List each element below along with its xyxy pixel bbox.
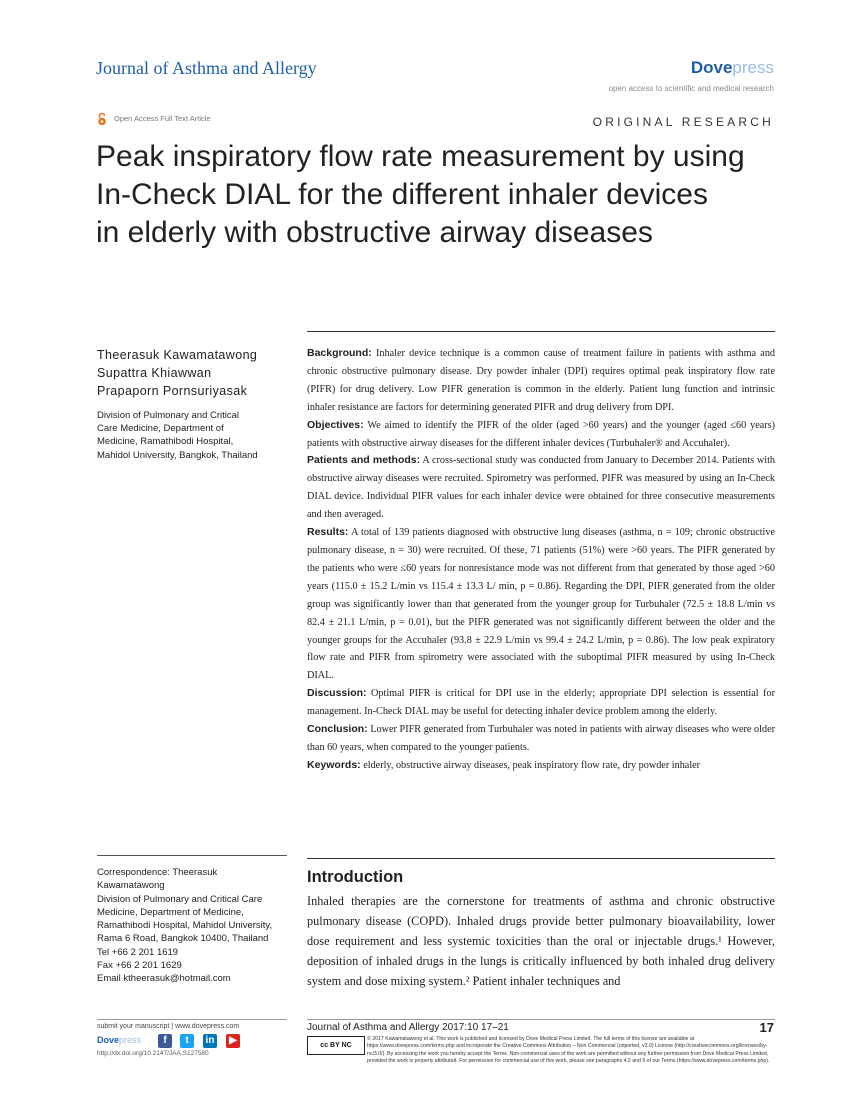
brand-press: press [119, 1035, 142, 1045]
section-label: Objectives: [307, 418, 364, 431]
abstract-bottom-rule [307, 858, 775, 859]
correspondence-line: Fax +66 2 201 1629 [97, 960, 182, 972]
title-line: in elderly with obstructive airway diseases [96, 216, 653, 249]
affiliation-line: Care Medicine, Department of [97, 423, 224, 435]
introduction-text: Inhaled therapies are the cornerstone for treatments of asthma and chronic obstructive pulmonary disease (COPD). Inhaled drugs provide better pulmonary bioavailability, lower dose requirement and less systemic toxicities than the oral or injectable drugs.¹ However, deposition of inhaled drugs in the lungs is critically influenced by both inhaled drug delivery system and dose mixing system.² Patient inhaler techniques and [307, 894, 775, 988]
abstract-methods [307, 452, 775, 524]
section-label: Background: [307, 347, 372, 359]
creative-commons-badge[interactable]: cc BY NC [307, 1036, 365, 1055]
correspondence-line: Rama 6 Road, Bangkok 10400, Thailand [97, 933, 269, 945]
submit-manuscript-link[interactable]: submit your manuscript | www.dovepress.com [97, 1023, 240, 1030]
section-text: Lower PIFR generated from Turbuhaler was noted in patients with airway diseases who were older than 60 years, when compared to the younger patients. [307, 724, 775, 753]
twitter-icon[interactable]: t [180, 1034, 194, 1048]
abstract-conclusion [307, 721, 775, 757]
page-number: 17 [759, 1020, 774, 1035]
article-category: ORIGINAL RESEARCH [592, 115, 774, 129]
open-access-label: Open Access Full Text Article [114, 114, 211, 123]
footer-rule-right [307, 1019, 775, 1020]
title-line: In-Check DIAL for the different inhaler devices [96, 178, 708, 211]
section-label: Results: [307, 526, 349, 539]
section-label: Conclusion: [307, 723, 368, 736]
section-label: Discussion: [307, 687, 367, 700]
correspondence-line: Kawamatawong [97, 880, 165, 892]
dovepress-logo[interactable] [691, 58, 774, 78]
correspondence-line: Ramathibodi Hospital, Mahidol University, [97, 920, 273, 932]
section-label: Patients and methods: [307, 454, 421, 467]
affiliation-line: Division of Pulmonary and Critical [97, 410, 240, 421]
brand-press: press [732, 58, 774, 77]
affiliation-line: Medicine, Ramathibodi Hospital, [97, 436, 234, 448]
correspondence-line: Correspondence: Theerasuk [97, 867, 218, 878]
tagline: open access to scientific and medical research [608, 84, 774, 93]
doi-link[interactable]: http://dx.doi.org/10.2147/JAA.S127580 [97, 1050, 209, 1057]
section-text: We aimed to identify the PIFR of the older (aged >60 years) and the younger (aged ≤60 years) patients with obstructive airway diseases for the different inhaler devices (Turbuhaler® and Accuhaler). [307, 419, 775, 449]
correspondence-rule [97, 855, 287, 856]
correspondence-email[interactable]: Email ktheerasuk@hotmail.com [97, 973, 231, 985]
abstract-objectives [307, 417, 775, 453]
correspondence-line: Tel +66 2 201 1619 [97, 946, 179, 958]
article-title [96, 138, 796, 252]
license-text: © 2017 Kawamatawong et al. This work is published and licensed by Dove Medical Press Limited. The full terms of this license are available at https://www.dovepress.com/terms.php and incorporate the Creative Commons Attribution – Non Commercial (unported, v3.0) License (http://creativecommons.org/licenses/by-nc/3.0/). By accessing the work you hereby accept the Terms. Non-commercial uses of the work are permitted without any further permission from Dove Medical Press Limited, provided the work is properly attributed. For permission for commercial use of this work, please see paragraphs 4.2 and 5 of our Terms (https://www.dovepress.com/terms.php). [367, 1036, 770, 1064]
abstract [307, 345, 775, 775]
author-list [97, 346, 257, 400]
correspondence [97, 866, 292, 986]
open-access-lock-icon [96, 112, 108, 126]
affiliation-line: Mahidol University, Bangkok, Thailand [97, 449, 258, 461]
correspondence-line: Division of Pulmonary and Critical Care [97, 893, 263, 905]
abstract-discussion [307, 685, 775, 721]
linkedin-icon[interactable]: in [203, 1034, 217, 1048]
section-label: Keywords: [307, 758, 361, 771]
section-text: Optimal PIFR is critical for DPI use in the elderly; appropriate DPI selection is essential for management. In-Check DIAL may be useful for detecting inhaler device problem among the elderly. [307, 688, 776, 718]
journal-name: Journal of Asthma and Allergy [96, 58, 317, 78]
section-text: Inhaler device technique is a common cause of treatment failure in patients with asthma and chronic obstructive pulmonary disease. Dry powder inhaler (DPI) requires optimal peak inspiratory flow rate (PIFR) for drug delivery. Low PIFR generation is common in the elderly. Patient lung function and intrinsic inhaler resistance are factors for determining generated PIFR and drug delivery from DPI. [307, 348, 776, 413]
youtube-icon[interactable]: ▶ [226, 1034, 240, 1048]
affiliation [97, 409, 292, 462]
brand-dove: Dove [97, 1035, 120, 1045]
footer-rule-left [97, 1019, 287, 1020]
brand-dove: Dove [690, 58, 733, 77]
abstract-top-rule [307, 331, 775, 332]
facebook-icon[interactable]: f [158, 1034, 172, 1048]
section-text: A total of 139 patients diagnosed with obstructive lung diseases (asthma, n = 109; chronic obstructive pulmonary disease, n = 30) were recruited. Of these, 71 patients (51%) were >60 years. The PIFR generated by the patients who were ≤60 years for nonresistance mode was not different from that generated by those aged >60 years (115.0 ± 15.2 L/min vs 115.4 ± 13.3 L/ min, p = 0.86). Regarding the DPI, PIFR generated from the older group was significantly lower than that generated from the younger group for Turbuhaler (72.5 ± 18.8 L/min vs 82.4 ± 21.1 L/min, p = 0.01), but the PIFR generated was not significantly different between the older and the younger groups for the Accuhaler (93.8 ± 22.9 L/min vs 99.4 ± 24.2 L/min, p = 0.86). The low peak expiratory flow rate and PIFR from spirometry were associated with the suboptimal PIFR measured by using In-Check DIAL. [307, 527, 776, 682]
title-line: Peak inspiratory flow rate measurement by using [96, 140, 745, 173]
footer-dovepress-logo[interactable] [97, 1035, 141, 1045]
author-name: Prapaporn Pornsuriyasak [97, 384, 248, 398]
correspondence-line: Medicine, Department of Medicine, [97, 906, 244, 918]
abstract-background [307, 345, 775, 417]
author-name: Supattra Khiawwan [97, 366, 212, 380]
abstract-results [307, 524, 775, 685]
section-text: A cross-sectional study was conducted from January to December 2014. Patients with obstructive airway diseases were recruited. Spirometry was performed. PIFR was measured by using an In-Check DIAL device. Individual PIFR values for each inhaler device were obtained for three consecutive measurements and then averaged. [307, 455, 775, 521]
introduction-heading: Introduction [307, 868, 404, 886]
section-text: elderly, obstructive airway diseases, peak inspiratory flow rate, dry powder inhaler [363, 759, 701, 771]
author-name: Theerasuk Kawamatawong [97, 348, 258, 362]
abstract-keywords [307, 757, 775, 775]
journal-citation: Journal of Asthma and Allergy 2017:10 17–21 [307, 1022, 509, 1033]
